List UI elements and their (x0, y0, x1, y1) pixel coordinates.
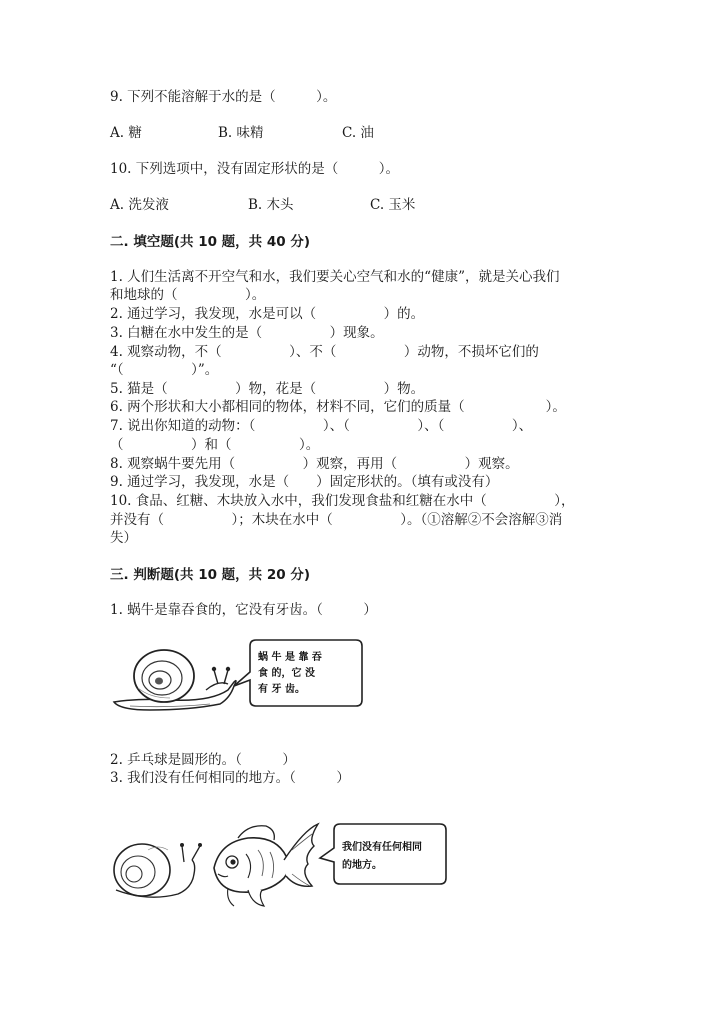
snail-bubble-line-1: 蜗 牛 是 靠 吞 (258, 652, 322, 663)
fill-line-13: 10. 食品、红糖、木块放入水中，我们发现食盐和红糖在水中（ ）， (110, 493, 575, 509)
question-10-option-a: A. 洗发液 (110, 197, 169, 213)
question-10-option-b: B. 木头 (248, 197, 294, 213)
snail-illustration (114, 843, 202, 897)
goldfish-illustration (214, 824, 318, 906)
judge-question-1: 1. 蜗牛是靠吞食的，它没有牙齿。（ ） (110, 602, 377, 618)
judge-question-2: 2. 乒乓球是圆形的。（ ） (110, 752, 296, 768)
judge-question-3: 3. 我们没有任何相同的地方。（ ） (110, 770, 350, 786)
fill-line-12: 9. 通过学习，我发现，水是（ ）固定形状的。（填有或没有） (110, 474, 499, 490)
fill-line-10: （ ）和（ ）。 (110, 437, 320, 453)
question-10-option-c: C. 玉米 (370, 197, 416, 213)
fill-line-9: 7. 说出你知道的动物：（ ）、（ ）、（ ）、 (110, 418, 533, 434)
snail-bubble-line-3: 有 牙 齿。 (258, 684, 305, 695)
question-9-option-a: A. 糖 (110, 125, 142, 141)
fill-line-5: 4. 观察动物，不（ ）、不（ ）动物，不损坏它们的 (110, 344, 539, 360)
fill-line-8: 6. 两个形状和大小都相同的物体，材料不同，它们的质量（ ）。 (110, 399, 566, 415)
question-9-option-b: B. 味精 (218, 125, 264, 141)
section-2-title: 二. 填空题(共 10 题，共 40 分) (110, 234, 311, 250)
fill-line-2: 和地球的（ ）。 (110, 287, 266, 303)
fish-bubble-line-1: 我们没有任何相同 (342, 842, 422, 853)
fill-line-14: 并没有（ ）；木块在水中（ ）。（①溶解②不会溶解③消 (110, 512, 563, 528)
snail-bubble-line-2: 食 的，它 没 (258, 668, 315, 679)
question-9-stem: 9. 下列不能溶解于水的是（ ）。 (110, 89, 337, 105)
snail-and-goldfish-illustration (108, 820, 448, 910)
question-10-stem: 10. 下列选项中，没有固定形状的是（ ）。 (110, 161, 400, 177)
fill-line-7: 5. 猫是（ ）物，花是（ ）物。 (110, 381, 425, 397)
fill-line-11: 8. 观察蜗牛要先用（ ）观察，再用（ ）观察。 (110, 456, 519, 472)
fill-line-4: 3. 白糖在水中发生的是（ ）现象。 (110, 325, 384, 341)
question-9-option-c: C. 油 (342, 125, 374, 141)
fill-line-1: 1. 人们生活离不开空气和水，我们要关心空气和水的“健康”，就是关心我们 (110, 269, 560, 285)
snail-illustration (110, 640, 370, 716)
section-3-title: 三. 判断题(共 10 题，共 20 分) (110, 567, 311, 583)
fill-line-6: “（ ）”。 (110, 362, 219, 378)
fill-line-3: 2. 通过学习，我发现，水是可以（ ）的。 (110, 306, 425, 322)
fish-bubble-line-2: 的地方。 (342, 860, 382, 871)
fill-line-15: 失） (110, 530, 137, 546)
